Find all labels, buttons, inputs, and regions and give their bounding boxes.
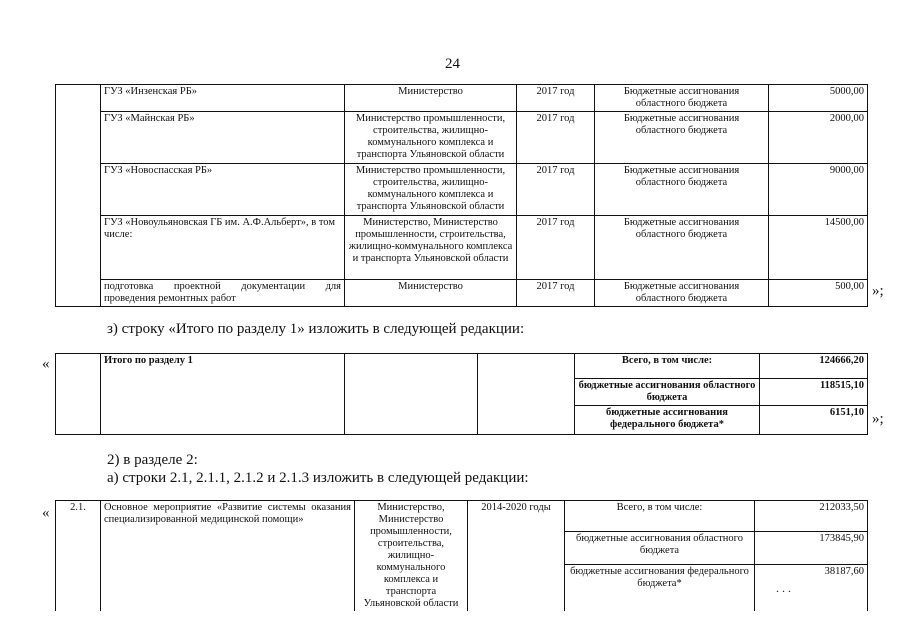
source-cell: Бюджетные ассигнования областного бюджета xyxy=(595,216,769,280)
table-hospitals xyxy=(55,84,868,307)
amount-cell: 124666,20 xyxy=(760,354,868,379)
source-cell: Всего, в том числе: xyxy=(575,354,760,379)
amount-cell: 173845,90 xyxy=(755,531,868,564)
closing-quote-mark: »; xyxy=(872,283,884,299)
page-number: 24 xyxy=(445,56,460,72)
period-cell: 2017 год xyxy=(517,164,595,216)
source-cell: бюджетные ассигнования федерального бюджета* xyxy=(565,564,755,611)
table-row xyxy=(56,85,868,112)
table-row xyxy=(56,501,868,532)
executor-cell: Министерство xyxy=(345,85,517,112)
executor-cell: Министерство промышленности, строительства, жилищно-коммунального комплекса и транспорта Ульяновской области xyxy=(345,164,517,216)
executor-cell xyxy=(345,354,478,435)
executor-cell: Министерство промышленности, строительства, жилищно-коммунального комплекса и транспорта Ульяновской области xyxy=(345,112,517,164)
period-cell: 2017 год xyxy=(517,112,595,164)
source-cell: Бюджетные ассигнования областного бюджета xyxy=(595,85,769,112)
amount-cell: 2000,00 xyxy=(769,112,868,164)
amount-cell: 6151,10 xyxy=(760,406,868,435)
period-cell: 2014-2020 годы xyxy=(468,501,565,612)
source-cell: Бюджетные ассигнования областного бюджета xyxy=(595,112,769,164)
paragraph-2: 2) в разделе 2: xyxy=(107,452,198,468)
amount-cell: 118515,10 xyxy=(760,379,868,406)
amount-cell: 14500,00 xyxy=(769,216,868,280)
period-cell: 2017 год xyxy=(517,85,595,112)
amount-cell: 9000,00 xyxy=(769,164,868,216)
name-cell: Основное мероприятие «Развитие системы оказания специализированной медицинской помощи» xyxy=(101,501,355,612)
name-cell: ГУЗ «Инзенская РБ» xyxy=(101,85,345,112)
source-cell: бюджетные ассигнования областного бюджета xyxy=(575,379,760,406)
name-cell: ГУЗ «Майнская РБ» xyxy=(101,112,345,164)
table-total-section-1 xyxy=(55,353,868,435)
name-cell: ГУЗ «Новоульяновская ГБ им. А.Ф.Альберт», в том числе: xyxy=(101,216,345,280)
paragraph-z: з) строку «Итого по разделу 1» изложить в следующей редакции: xyxy=(107,321,525,337)
name-cell: Итого по разделу 1 xyxy=(101,354,345,435)
period-cell: 2017 год xyxy=(517,216,595,280)
continuation-dots: . . . xyxy=(776,581,791,595)
executor-cell: Министерство xyxy=(345,280,517,307)
source-cell: бюджетные ассигнования федерального бюджета* xyxy=(575,406,760,435)
table-row xyxy=(56,354,868,379)
number-cell: 2.1. xyxy=(56,501,101,612)
source-cell: Бюджетные ассигнования областного бюджета xyxy=(595,280,769,307)
table-section-2 xyxy=(55,500,868,611)
name-cell: ГУЗ «Новоспасская РБ» xyxy=(101,164,345,216)
source-cell: Бюджетные ассигнования областного бюджета xyxy=(595,164,769,216)
table-row xyxy=(56,280,868,307)
table-row xyxy=(56,216,868,280)
table-row xyxy=(56,112,868,164)
number-cell xyxy=(56,354,101,435)
number-cell xyxy=(56,85,101,307)
executor-cell: Министерство, Министерство промышленности, строительства, жилищно-коммунального комплекса и транспорта Ульяновской области xyxy=(355,501,468,612)
paragraph-a: а) строки 2.1, 2.1.1, 2.1.2 и 2.1.3 изложить в следующей редакции: xyxy=(107,470,529,486)
table-row xyxy=(56,164,868,216)
opening-quote-mark: « xyxy=(42,505,50,521)
amount-cell: 500,00 xyxy=(769,280,868,307)
amount-cell: 38187,60 xyxy=(755,564,868,611)
source-cell: Всего, в том числе: xyxy=(565,501,755,532)
source-cell: бюджетные ассигнования областного бюджета xyxy=(565,531,755,564)
executor-cell: Министерство, Министерство промышленности, строительства, жилищно-коммунального комплекса и транспорта Ульяновской области xyxy=(345,216,517,280)
amount-cell: 212033,50 xyxy=(755,501,868,532)
period-cell xyxy=(478,354,575,435)
closing-quote-mark: »; xyxy=(872,411,884,427)
amount-cell: 5000,00 xyxy=(769,85,868,112)
name-cell: подготовка проектной документации для проведения ремонтных работ xyxy=(101,280,345,307)
opening-quote-mark: « xyxy=(42,356,50,372)
period-cell: 2017 год xyxy=(517,280,595,307)
